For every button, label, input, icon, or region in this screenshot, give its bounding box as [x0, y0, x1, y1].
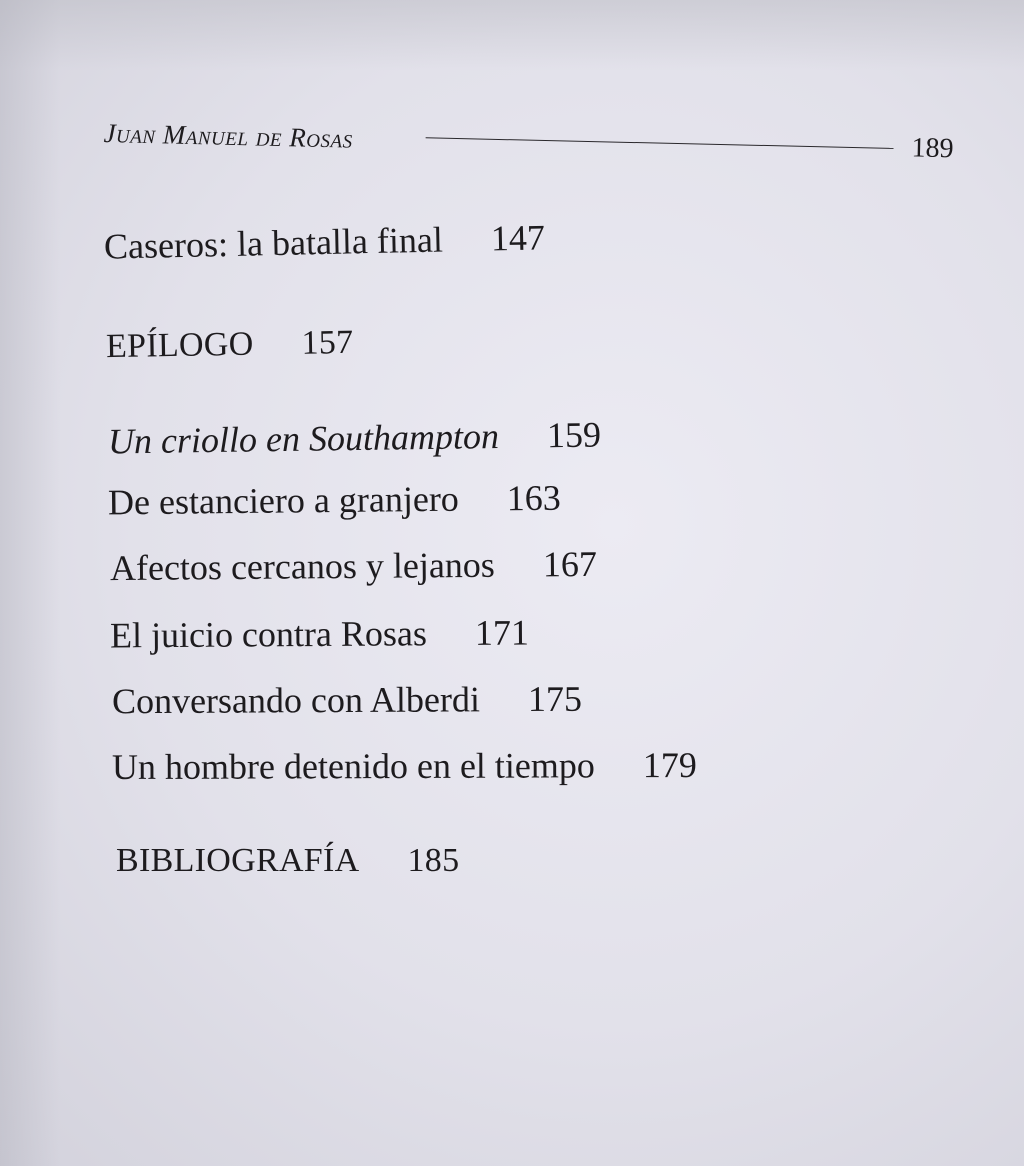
running-head-rule — [426, 137, 894, 149]
toc-entry-page: 147 — [490, 217, 546, 259]
page-shadow-top — [0, 0, 1024, 70]
toc-entry — [109, 612, 530, 656]
toc-section-page: 185 — [407, 842, 460, 879]
page-shadow-left — [0, 0, 60, 1166]
toc-entry — [103, 217, 546, 267]
toc-entry-title: El juicio contra Rosas — [109, 613, 428, 656]
toc-entry-title: De estanciero a granjero — [107, 478, 460, 523]
toc-entry-page: 171 — [474, 612, 530, 653]
toc-entry-page: 175 — [527, 678, 583, 720]
toc-entry — [107, 477, 562, 523]
toc-entry-title: Conversando con Alberdi — [111, 679, 481, 722]
toc-entry-title: Un criollo en Southampton — [107, 415, 500, 462]
toc-entry — [111, 678, 583, 722]
toc-entry-title: Un hombre detenido en el tiempo — [111, 745, 595, 788]
page-number: 189 — [911, 132, 954, 165]
toc-entry — [109, 543, 598, 589]
toc-section — [116, 844, 459, 878]
toc-entry-page: 163 — [506, 477, 562, 519]
toc-entry-page: 179 — [642, 744, 697, 786]
toc-section-page: 157 — [301, 323, 354, 362]
toc-entry-title: Afectos cercanos y lejanos — [109, 544, 496, 589]
toc-entry — [111, 744, 697, 788]
running-head — [103, 118, 964, 187]
toc-entry-page: 167 — [542, 543, 598, 585]
toc-section-title: EPÍLOGO — [105, 325, 254, 366]
toc-entry-title: Caseros: la batalla final — [103, 219, 444, 267]
toc-section — [105, 323, 354, 366]
toc-section-title: BIBLIOGRAFÍA — [116, 842, 360, 879]
toc-entry-page: 159 — [546, 414, 602, 456]
running-head-title: Juan Manuel de Rosas — [103, 118, 353, 154]
toc-entry — [107, 414, 602, 462]
